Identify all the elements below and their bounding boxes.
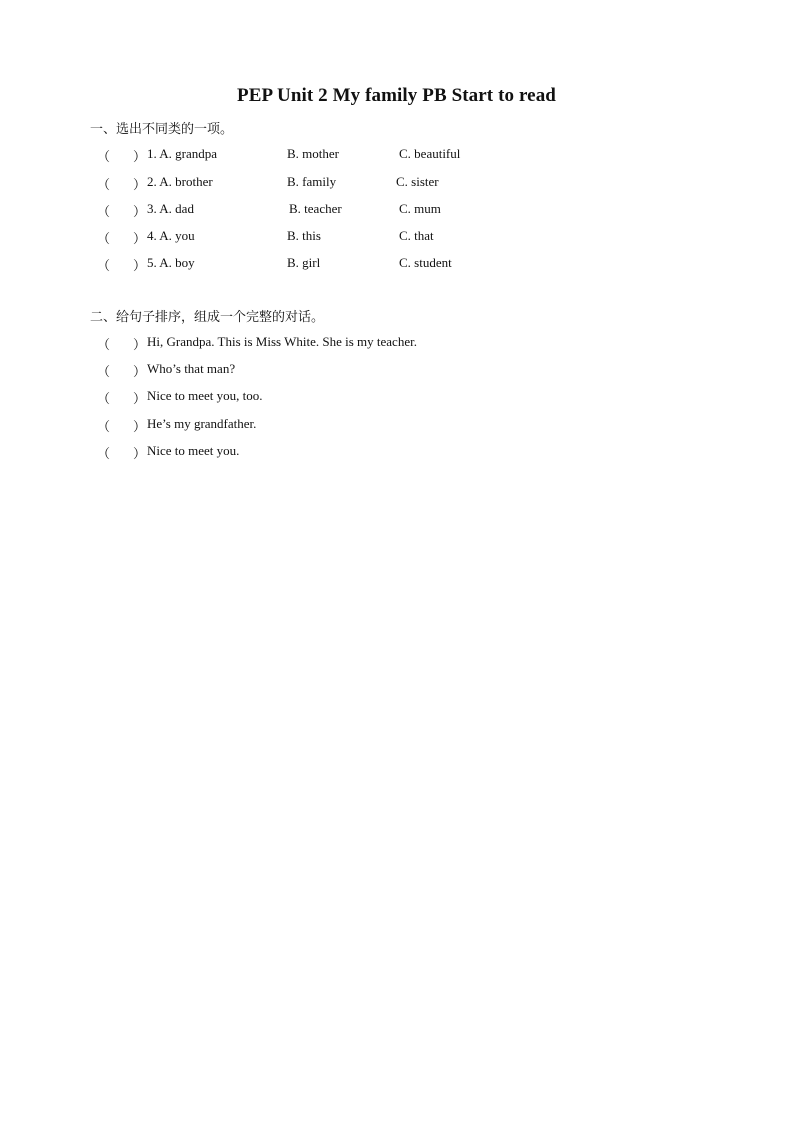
answer-paren-close: ） — [133, 337, 147, 352]
answer-paren-close: ） — [133, 149, 147, 164]
answer-paren-close: ） — [133, 391, 147, 406]
question-option-b: B. girl — [287, 255, 321, 270]
section2-heading: 二、给句子排序，组成一个完整的对话。 — [90, 310, 325, 325]
question-option-a: 5. A. boy — [147, 255, 195, 270]
answer-paren-close: ） — [133, 446, 147, 461]
answer-paren-open: （ — [97, 149, 111, 164]
question-option-c: C. beautiful — [399, 146, 461, 161]
question-option-b: B. this — [287, 228, 321, 243]
answer-paren-close: ） — [133, 419, 147, 434]
question-option-c: C. sister — [396, 174, 439, 189]
question-option-a: 4. A. you — [147, 228, 195, 243]
answer-paren-open: （ — [97, 231, 111, 246]
dialog-sentence: Hi, Grandpa. This is Miss White. She is my teacher. — [147, 334, 417, 349]
question-option-b: B. mother — [287, 146, 339, 161]
answer-paren-open: （ — [97, 337, 111, 352]
answer-paren-open: （ — [97, 391, 111, 406]
question-option-a: 3. A. dad — [147, 201, 194, 216]
question-option-b: B. family — [287, 174, 337, 189]
dialog-sentence: Who’s that man? — [147, 361, 236, 376]
dialog-sentence: Nice to meet you, too. — [147, 388, 263, 403]
answer-paren-open: （ — [97, 258, 111, 273]
question-option-c: C. student — [399, 255, 452, 270]
answer-paren-close: ） — [133, 258, 147, 273]
page-title: PEP Unit 2 My family PB Start to read — [237, 85, 556, 106]
question-option-a: 2. A. brother — [147, 174, 213, 189]
answer-paren-close: ） — [133, 364, 147, 379]
dialog-sentence: He’s my grandfather. — [147, 416, 257, 431]
answer-paren-open: （ — [97, 204, 111, 219]
question-option-a: 1. A. grandpa — [147, 146, 218, 161]
dialog-sentence: Nice to meet you. — [147, 443, 240, 458]
answer-paren-open: （ — [97, 446, 111, 461]
answer-paren-close: ） — [133, 231, 147, 246]
question-option-c: C. that — [399, 228, 434, 243]
answer-paren-open: （ — [97, 364, 111, 379]
answer-paren-close: ） — [133, 177, 147, 192]
answer-paren-close: ） — [133, 204, 147, 219]
section1-heading: 一、选出不同类的一项。 — [90, 122, 234, 137]
answer-paren-open: （ — [97, 419, 111, 434]
answer-paren-open: （ — [97, 177, 111, 192]
question-option-b: B. teacher — [289, 201, 342, 216]
question-option-c: C. mum — [399, 201, 441, 216]
